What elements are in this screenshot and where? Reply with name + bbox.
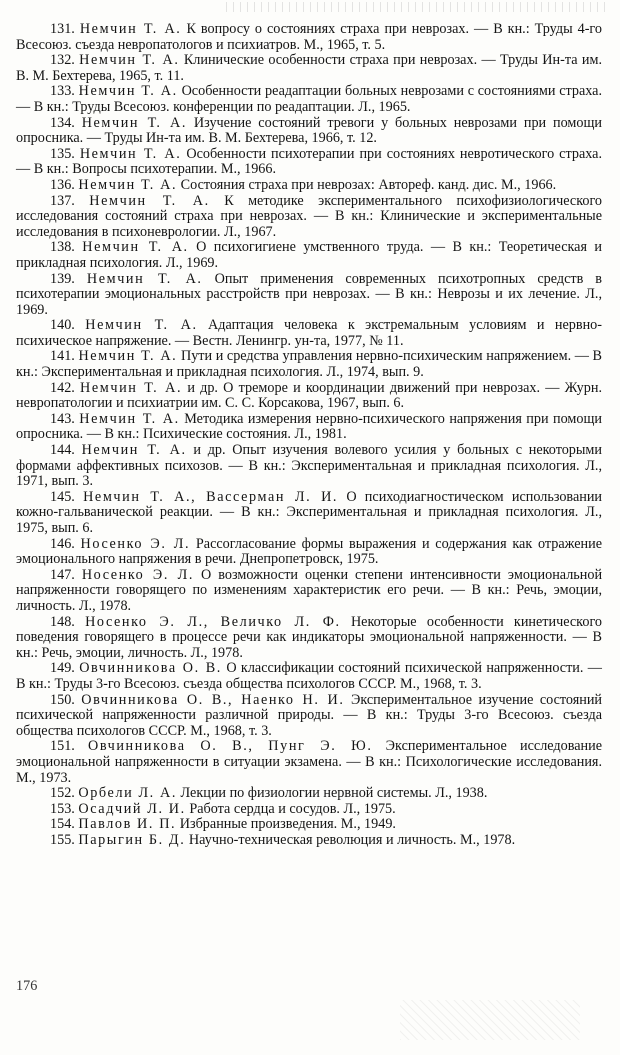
entry-text: Состояния страха при неврозах: Автореф. канд. дис. М., 1966.: [180, 176, 557, 193]
entry-author: Немчин Т. А.: [81, 442, 187, 459]
entry-author: Немчин Т. А.: [81, 114, 188, 131]
entry-author: Немчин Т. А.: [79, 145, 182, 162]
page-number: 176: [16, 978, 38, 994]
scan-noise: [400, 1000, 580, 1040]
bibliography-entry: [16, 318, 602, 349]
entry-text: Адаптация человека к экстремальным условиям и нервно-психическое напряжение. — Вестн. Ленингр. ун-та, 1977, № 11.: [16, 317, 602, 349]
entry-number: 131.: [50, 21, 75, 37]
entry-number: 142.: [50, 379, 75, 396]
bibliography-entry: [16, 53, 602, 84]
bibliography-entry: [16, 240, 602, 271]
entry-text: О психодиагностическом использовании кожно-гальванической реакции. — В кн.: Экспериментальная и прикладная психология. Л., 1975, вып. 6.: [16, 488, 603, 536]
bibliography-list: [16, 22, 602, 848]
entry-author: Носенко Э. Л.: [81, 566, 195, 583]
entry-author: Немчин Т. А.: [82, 239, 189, 256]
entry-number: 136.: [50, 176, 75, 193]
entry-text: Клинические особенности страха при неврозах. — Труды Ин-та им. В. М. Бехтерева, 1965, т. 11.: [16, 52, 602, 84]
entry-author: Немчин Т. А.: [78, 348, 178, 365]
bibliography-entry: [16, 178, 602, 194]
entry-author: Павлов И. П.: [78, 816, 177, 833]
entry-author: Овчинникова О. В., Наенко Н. И.: [81, 691, 345, 708]
entry-text: Методика измерения нервно-психического напряжения при помощи опросника. — В кн.: Психические состояния. Л., 1981.: [16, 410, 603, 443]
entry-text: Лекции по физиологии нервной системы. Л., 1938.: [180, 785, 488, 802]
entry-number: 140.: [50, 317, 75, 334]
bibliography-entry: [16, 490, 602, 537]
entry-text: Избранные произведения. М., 1949.: [179, 816, 396, 833]
entry-author: Немчин Т. А.: [79, 52, 180, 69]
entry-text: К методике экспериментального психофизиологического исследования состояний страха при неврозах. — В кн.: Клинические и экспериментальные исследования в психоневрологии. Л., 1967.: [16, 192, 603, 240]
entry-author: Немчин Т. А.: [79, 410, 180, 427]
bibliography-entry: [16, 381, 602, 412]
entry-author: Орбели Л. А.: [78, 785, 177, 802]
entry-number: 135.: [50, 145, 75, 162]
scan-noise: [226, 2, 606, 12]
bibliography-entry: [16, 147, 602, 178]
entry-text: Опыт применения современных психотропных средств в психотерапии эмоциональных расстройств при неврозах. — В кн.: Неврозы и их лечение. Л., 1969.: [16, 270, 603, 318]
entry-text: Изучение состояний тревоги у больных неврозами при помощи опросника. — Труды Ин-та им. В. М. Бехтерева, 1966, т. 12.: [16, 114, 602, 147]
bibliography-entry: [16, 739, 602, 786]
entry-text: Некоторые особенности кинетического поведения говорящего в процессе речи как индикаторы эмоциональной напряженности. — В кн.: Речь, эмоции, личность. Л., 1978.: [16, 613, 603, 661]
entry-text: и др. Опыт изучения волевого усилия у больных с некоторыми формами аффективных психозов. — В кн.: Экспериментальная и прикладная психология. Л., 1971, вып. 3.: [16, 442, 602, 490]
entry-number: 152.: [50, 785, 75, 802]
bibliography-entry: [16, 349, 602, 380]
entry-author: Немчин Т. А.: [78, 176, 178, 193]
bibliography-entry: [16, 833, 602, 849]
entry-author: Немчин Т. А.: [78, 83, 178, 100]
entry-text: Особенности реадаптации больных неврозами с состояниями страха. — В кн.: Труды Всесоюз. конференции по реадаптации. Л., 1965.: [16, 83, 603, 115]
bibliography-entry: [16, 194, 602, 241]
entry-number: 155.: [50, 831, 75, 848]
entry-text: Научно-техническая революция и личность. М., 1978.: [188, 831, 516, 848]
entry-number: 141.: [50, 348, 75, 365]
bibliography-entry: [16, 537, 602, 568]
entry-number: 144.: [50, 442, 75, 459]
bibliography-entry: [16, 693, 602, 740]
entry-number: 133.: [50, 83, 75, 100]
entry-number: 151.: [50, 738, 75, 755]
bibliography-entry: [16, 443, 602, 490]
entry-author: Парыгин Б. Д.: [78, 831, 186, 848]
entry-number: 150.: [50, 691, 75, 708]
entry-author: Овчинникова О. В., Пунг Э. Ю.: [88, 738, 373, 755]
entry-author: Немчин Т. А., Вассерман Л. И.: [83, 488, 339, 505]
entry-author: Носенко Э. Л., Величко Л. Ф.: [85, 613, 341, 630]
entry-text: О психогигиене умственного труда. — В кн.: Теоретическая и прикладная психология. Л., 1969.: [16, 239, 603, 271]
bibliography-entry: [16, 786, 602, 802]
entry-text: Работа сердца и сосудов. Л., 1975.: [189, 800, 396, 817]
entry-author: Немчин Т. А.: [80, 379, 183, 396]
entry-text: О возможности оценки степени интенсивности эмоциональной напряженности говорящего по изменениям характеристик его речи. — В кн.: Речь, эмоции, личность. Л., 1978.: [16, 566, 603, 614]
entry-text: и др. О треморе и координации движений при неврозах. — Журн. невропатологии и психиатрии им. С. С. Корсакова, 1967, вып. 6.: [16, 379, 603, 412]
entry-author: Немчин Т. А.: [86, 270, 203, 287]
bibliography-entry: [16, 412, 602, 443]
entry-text: Особенности психотерапии при состояниях невротического страха. — В кн.: Вопросы психотерапии. М., 1966.: [16, 145, 602, 178]
bibliography-entry: [16, 615, 602, 662]
bibliography-entry: [16, 802, 602, 818]
entry-text: Экспериментальное изучение состояний психической напряженности различной природы. — В кн.: Труды 3-го Всесоюз. съезда общества психологов СССР. М., 1968, т. 3.: [16, 691, 603, 739]
entry-author: Немчин Т. А.: [85, 317, 198, 334]
entry-number: 147.: [50, 566, 75, 583]
bibliography-entry: [16, 116, 602, 147]
bibliography-entry: [16, 568, 602, 615]
entry-number: 153.: [50, 800, 75, 817]
entry-text: Пути и средства управления нервно-психическим напряжением. — В кн.: Экспериментальная и прикладная психология. Л., 1974, вып. 9.: [16, 348, 603, 381]
entry-author: Немчин Т. А.: [89, 192, 210, 209]
entry-number: 146.: [50, 535, 75, 552]
entry-number: 132.: [50, 52, 75, 69]
entry-number: 143.: [50, 410, 75, 427]
bibliography-entry: [16, 272, 602, 319]
entry-number: 149.: [50, 660, 75, 677]
entry-author: Овчинникова О. В.: [79, 660, 222, 677]
entry-author: Осадчий Л. И.: [78, 800, 186, 817]
entry-number: 137.: [50, 192, 75, 209]
entry-text: О классификации состояний психической напряженности. — В кн.: Труды 3-го Всесоюз. съезда общества психологов СССР. М., 1968, т. 3.: [16, 660, 602, 692]
bibliography-entry: [16, 661, 602, 692]
entry-number: 138.: [50, 239, 75, 256]
entry-number: 148.: [50, 613, 75, 630]
entry-number: 134.: [50, 114, 75, 131]
entry-number: 145.: [50, 488, 75, 505]
bibliography-entry: [16, 22, 602, 53]
entry-number: 139.: [50, 270, 75, 287]
bibliography-entry: [16, 84, 602, 115]
entry-author: Немчин Т. А.: [79, 21, 182, 37]
entry-text: Экспериментальное исследование эмоциональной напряженности в ситуации экзамена. — В кн.: Психологические исследования. М., 1973.: [16, 738, 602, 786]
entry-text: К вопросу о состояниях страха при неврозах. — В кн.: Труды 4-го Всесоюз. съезда невропатологов и психиатров. М., 1965, т. 5.: [16, 21, 602, 53]
entry-number: 154.: [50, 816, 75, 833]
entry-author: Носенко Э. Л.: [80, 535, 191, 552]
entry-text: Рассогласование формы выражения и содержания как отражение эмоционального напряжения в речи. Днепропетровск, 1975.: [16, 535, 603, 568]
bibliography-entry: [16, 817, 602, 833]
